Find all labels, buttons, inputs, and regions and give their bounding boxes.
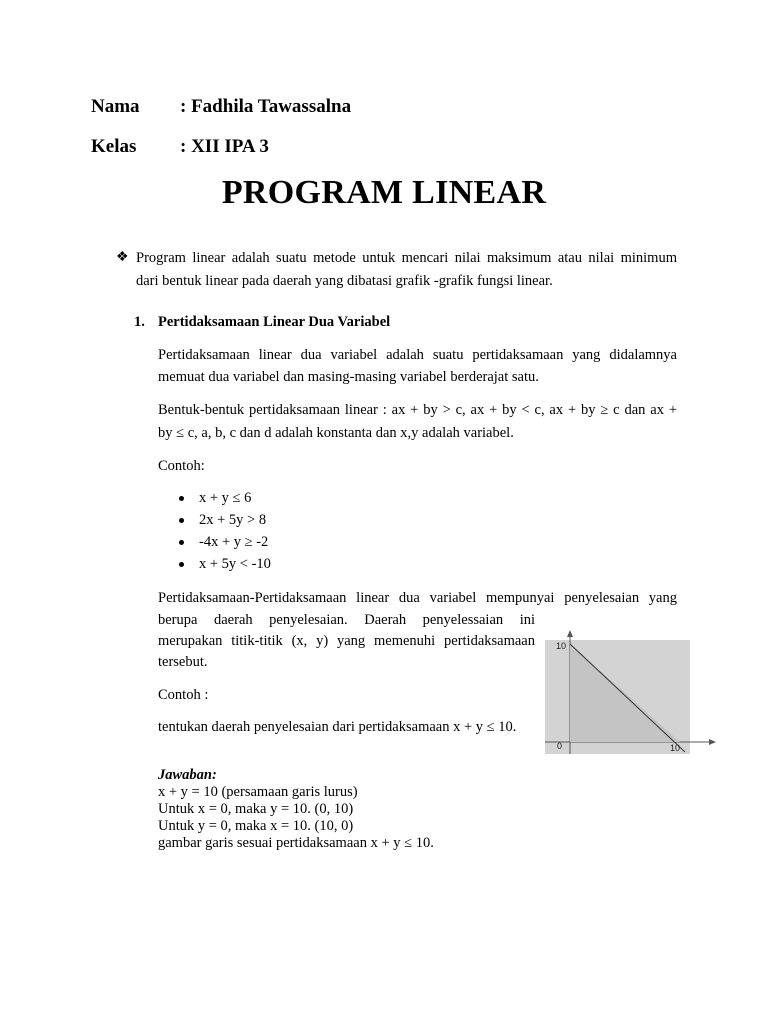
diamond-bullet-icon: ❖ <box>116 250 129 265</box>
examples-list <box>179 487 271 575</box>
nama-value: : Fadhila Tawassalna <box>180 96 352 117</box>
list-item <box>179 531 271 553</box>
solution-line-4: tersebut. <box>158 654 208 670</box>
intro-line-2: dari bentuk linear pada daerah yang dibatasi grafik -grafik fungsi linear. <box>136 273 553 289</box>
answer-line-4: gambar garis sesuai pertidaksamaan x + y ≤ 10. <box>158 835 434 851</box>
bullet-dot-icon <box>179 496 184 501</box>
definition-line-2: memuat dua variabel dan masing-masing variabel berderajat satu. <box>158 369 539 385</box>
section-number: 1. <box>134 314 145 330</box>
origin-label: 0 <box>557 741 563 751</box>
section-heading: Pertidaksamaan Linear Dua Variabel <box>158 314 391 330</box>
y-intercept-label: 10 <box>556 641 567 651</box>
forms-line-1: Bentuk-bentuk pertidaksamaan linear : ax + by > c, ax + by < c, ax + by ≥ c dan ax + <box>158 402 677 418</box>
solution-region-graph <box>540 628 720 756</box>
definition-line-1: Pertidaksamaan linear dua variabel adalah suatu pertidaksamaan yang didalamnya <box>158 347 677 363</box>
nama-label: Nama <box>91 96 140 117</box>
list-item <box>179 553 271 575</box>
answer-line-2: Untuk x = 0, maka y = 10. (0, 10) <box>158 801 354 817</box>
example-text: x + 5y < -10 <box>199 556 271 572</box>
bullet-dot-icon <box>179 540 184 545</box>
solution-line-2: berupa daerah penyelesaian. Daerah penyelessaian ini <box>158 612 535 628</box>
y-axis-arrow-icon <box>567 630 573 637</box>
bullet-dot-icon <box>179 562 184 567</box>
jawaban-label: Jawaban: <box>158 767 217 783</box>
answer-line-3: Untuk y = 0, maka x = 10. (10, 0) <box>158 818 354 834</box>
task-text: tentukan daerah penyelesaian dari pertidaksamaan x + y ≤ 10. <box>158 719 517 735</box>
forms-line-2: by ≤ c, a, b, c dan d adalah konstanta dan x,y adalah variabel. <box>158 425 514 441</box>
page-title: PROGRAM LINEAR <box>221 174 547 211</box>
intro-line-1: Program linear adalah suatu metode untuk mencari nilai maksimum atau nilai minimum <box>136 250 677 266</box>
list-item <box>179 509 271 531</box>
solution-line-3: merupakan titik-titik (x, y) yang memenuhi pertidaksamaan <box>158 633 535 649</box>
answer-line-1: x + y = 10 (persamaan garis lurus) <box>158 784 358 800</box>
list-item <box>179 487 271 509</box>
kelas-value: : XII IPA 3 <box>180 136 269 157</box>
kelas-label: Kelas <box>91 136 137 157</box>
example-text: -4x + y ≥ -2 <box>199 534 269 550</box>
example-text: x + y ≤ 6 <box>199 490 252 506</box>
x-axis-arrow-icon <box>709 739 716 745</box>
x-intercept-label: 10 <box>670 743 681 753</box>
solution-line-1: Pertidaksamaan-Pertidaksamaan linear dua variabel mempunyai penyelesaian yang <box>158 590 677 606</box>
contoh-label: Contoh: <box>158 458 205 474</box>
contoh-2-label: Contoh : <box>158 687 209 703</box>
bullet-dot-icon <box>179 518 184 523</box>
example-text: 2x + 5y > 8 <box>199 512 267 528</box>
